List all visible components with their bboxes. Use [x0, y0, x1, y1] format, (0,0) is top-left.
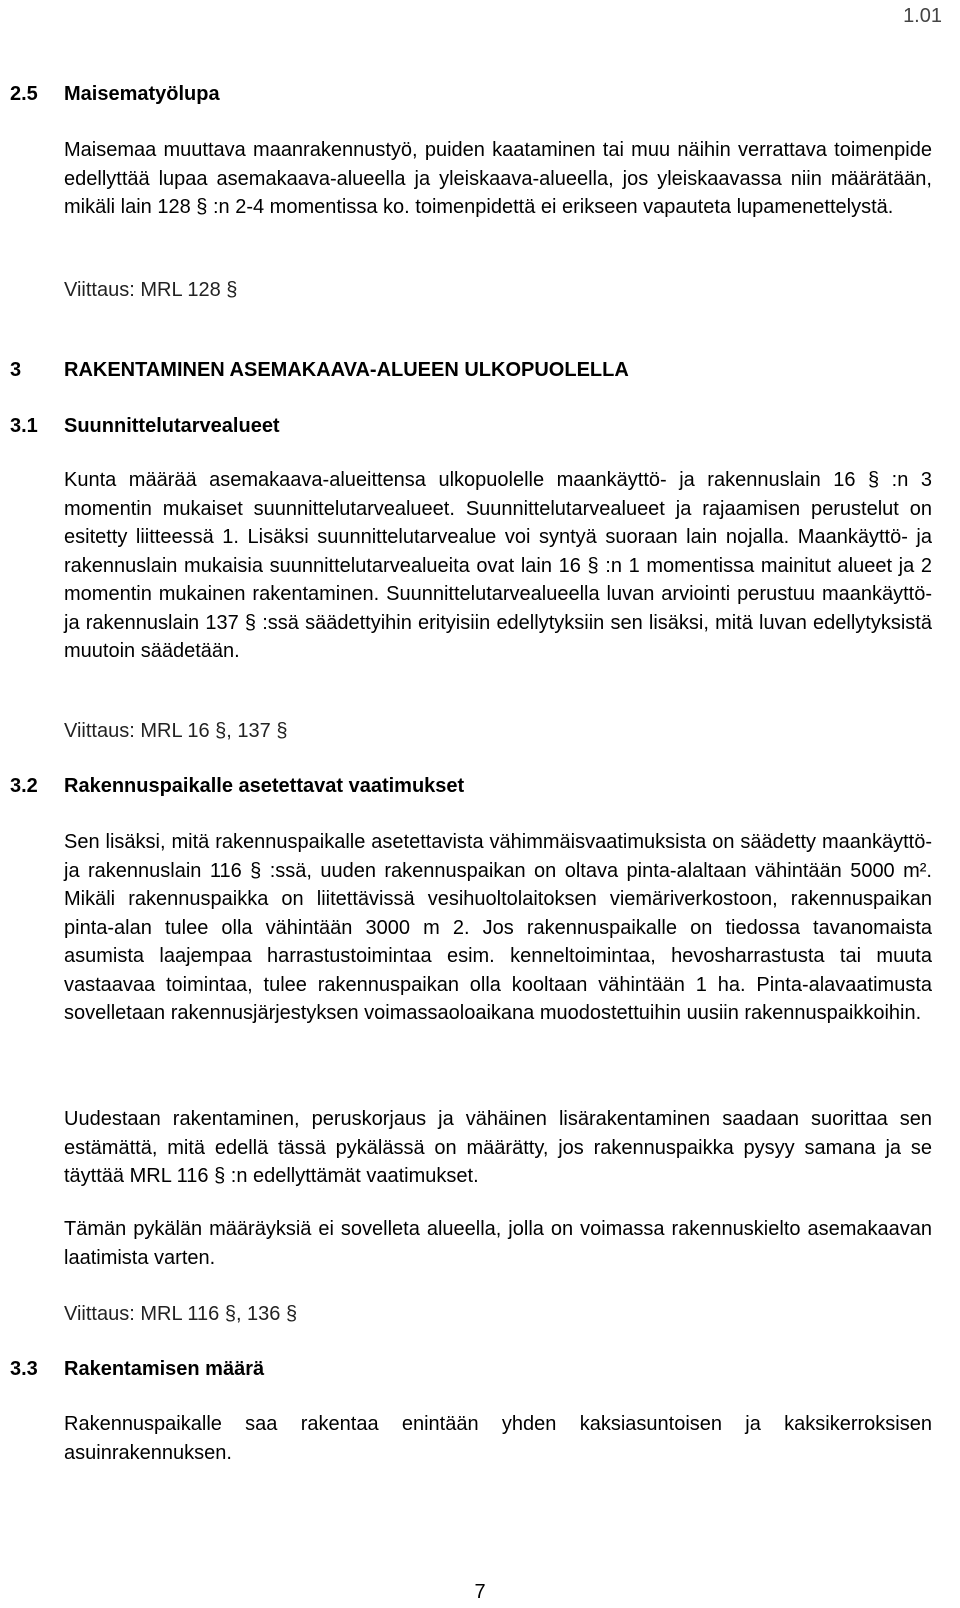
- paragraph: Rakennuspaikalle saa rakentaa enintään yhden kaksiasuntoisen ja kaksikerroksisen asuinrakennuksen.: [64, 1413, 932, 1464]
- reference: Viittaus: MRL 116 §, 136 §: [64, 1303, 298, 1325]
- section-number: 3.3: [10, 1358, 38, 1380]
- section-heading: Rakennuspaikalle asetettavat vaatimukset: [64, 775, 465, 797]
- paragraph: Tämän pykälän määräyksiä ei sovelleta alueella, jolla on voimassa rakennuskielto asemakaavan laatimista varten.: [64, 1218, 932, 1269]
- section-heading: Maisematyölupa: [64, 83, 220, 105]
- paragraph: Sen lisäksi, mitä rakennuspaikalle asetettavista vähimmäisvaatimuksista on säädetty maankäyttö- ja rakennuslain 116 § :ssä, uuden rakennuspaikan on oltava pinta-alaltaan vähintään 5000 m². Mikäli rakennuspaikka on liitettävissä vesihuoltolaitoksen viemäriverkostoon, rakennuspaikan pinta-alan tulee olla vähintään 3000 m 2. Jos rakennuspaikalle on tiedossa tavanomaista asumista laajempaa harrastustoimintaa esim. kenneltoimintaa, hevosharrastusta tai muuta vastaavaa toimintaa, tulee rakennuspaikan olla kooltaan vähintään 1 ha. Pinta-alavaatimusta sovelletaan rakennusjärjestyksen voimassaoloaikana muodostettuihin uusiin rakennuspaikkoihin.: [64, 831, 932, 1024]
- section-number: 3.2: [10, 775, 38, 797]
- section-heading: Suunnittelutarvealueet: [64, 415, 280, 437]
- paragraph: Kunta määrää asemakaava-alueittensa ulkopuolelle maankäyttö- ja rakennuslain 16 § :n 3 momentin mukaiset suunnittelutarvealueet. Suunnittelutarvealueet ja rajaamisen perustelut on esitetty liitteessä 1. Lisäksi suunnittelutarvealue voi syntyä suoraan lain nojalla. Maankäyttö- ja rakennuslain mukaisia suunnittelutarvealueita ovat lain 16 § :n 1 momentissa mainitut alueet ja 2 momentin mukainen rakentaminen. Suunnittelutarvealueella luvan arviointi perustuu maankäyttö- ja rakennuslain 137 § :ssä säädettyihin erityisiin edellytyksiin sen lisäksi, mitä luvan edellytyksistä muutoin säädetään.: [64, 469, 932, 662]
- reference: Viittaus: MRL 128 §: [64, 279, 238, 301]
- chapter-heading: RAKENTAMINEN ASEMAKAAVA-ALUEEN ULKOPUOLELLA: [64, 359, 629, 381]
- reference: Viittaus: MRL 16 §, 137 §: [64, 720, 288, 742]
- section-heading: Rakentamisen määrä: [64, 1358, 265, 1380]
- section-number: 3.1: [10, 415, 38, 437]
- page-number: 7: [474, 1581, 486, 1603]
- version-number: 1.01: [903, 5, 942, 27]
- paragraph: Uudestaan rakentaminen, peruskorjaus ja vähäinen lisärakentaminen saadaan suorittaa sen estämättä, mitä edellä tässä pykälässä on määrätty, jos rakennuspaikka pysyy samana ja se täyttää MRL 116 § :n edellyttämät vaatimukset.: [64, 1108, 932, 1187]
- section-number: 2.5: [10, 83, 38, 105]
- paragraph: Maisemaa muuttava maanrakennustyö, puiden kaataminen tai muu näihin verrattava toimenpide edellyttää lupaa asemakaava-alueella ja yleiskaava-alueella, jos yleiskaavassa niin määrätään, mikäli lain 128 § :n 2-4 momentissa ko. toimenpidettä ei erikseen vapauteta lupamenettelystä.: [64, 139, 932, 218]
- chapter-number: 3: [10, 359, 22, 381]
